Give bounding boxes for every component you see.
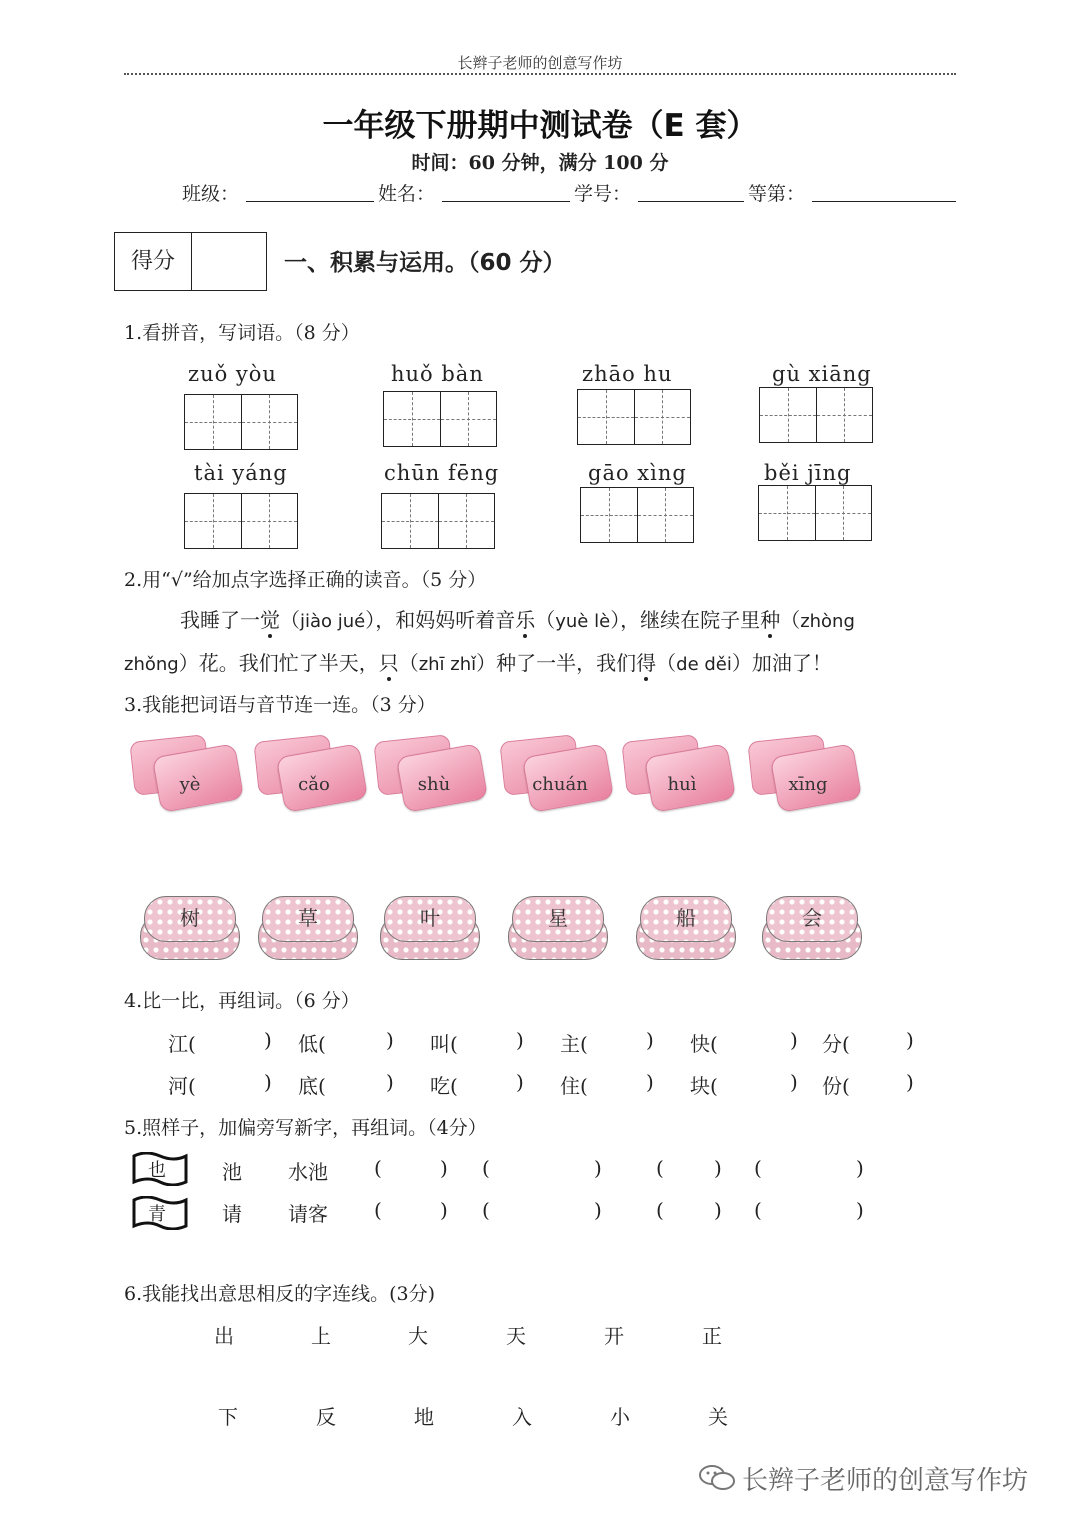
q2-line2: zhǒng）花。我们忙了半天，只（zhī zhǐ）种了一半，我们得（de děi）加油了！ xyxy=(124,651,832,675)
page-header: 长辫子老师的创意写作坊 xyxy=(457,54,623,72)
opposite-char[interactable]: 大 xyxy=(408,1324,428,1348)
q1-pinyin: zuǒ yòu xyxy=(188,362,277,386)
opposite-char[interactable]: 下 xyxy=(218,1405,238,1429)
q2-line1: 我睡了一觉（jiào jué），和妈妈听着音乐（yuè lè），继续在院子里种（zhòng xyxy=(180,608,855,632)
compare-close: ) xyxy=(386,1070,394,1094)
compare-item: 吃( xyxy=(430,1074,458,1098)
blank-close: ) xyxy=(594,1198,602,1222)
compare-close: ) xyxy=(646,1028,654,1052)
q1-pinyin: gāo xìng xyxy=(588,461,687,485)
class-label: 班级： xyxy=(182,183,240,205)
compare-close: ) xyxy=(906,1070,914,1094)
dotted-char: 觉 xyxy=(260,608,280,632)
character-cushion[interactable]: 草 xyxy=(258,896,358,960)
blank-close: ) xyxy=(856,1156,864,1180)
page-title: 一年级下册期中测试卷（E 套） xyxy=(322,108,758,144)
blank-open: ( xyxy=(482,1198,490,1222)
opposite-char[interactable]: 入 xyxy=(512,1405,532,1429)
dotted-char: 只 xyxy=(378,651,399,675)
compare-close: ) xyxy=(516,1070,524,1094)
opposite-char[interactable]: 地 xyxy=(414,1405,434,1429)
flag-icon: 也 xyxy=(132,1152,188,1186)
compare-item: 分( xyxy=(822,1032,850,1056)
section-title: 一、积累与运用。（60 分） xyxy=(284,250,566,276)
blank-open: ( xyxy=(656,1156,664,1180)
compare-close: ) xyxy=(516,1028,524,1052)
opposite-char[interactable]: 小 xyxy=(610,1405,630,1429)
reading-options[interactable]: yuè lè xyxy=(555,611,611,632)
flag-icon: 青 xyxy=(132,1196,188,1230)
name-label: 姓名： xyxy=(378,183,436,205)
q6-title: 6.我能找出意思相反的字连线。(3分) xyxy=(124,1283,436,1305)
opposite-char[interactable]: 正 xyxy=(702,1324,722,1348)
dotted-char: 得 xyxy=(636,651,657,675)
writing-grid[interactable] xyxy=(759,387,873,443)
new-char: 池 xyxy=(222,1160,242,1184)
q4-title: 4.比一比，再组词。（6 分） xyxy=(124,990,360,1012)
reading-options[interactable]: zhòng xyxy=(800,611,855,632)
q5-title: 5.照样子，加偏旁写新字，再组词。（4分） xyxy=(124,1117,487,1139)
compare-close: ) xyxy=(264,1028,272,1052)
blank-open: ( xyxy=(656,1198,664,1222)
syllable-pillow[interactable]: shù xyxy=(374,738,484,808)
writing-grid[interactable] xyxy=(381,493,495,549)
syllable-pillow[interactable]: chuán xyxy=(500,738,610,808)
q1-pinyin: zhāo hu xyxy=(582,362,673,386)
opposite-char[interactable]: 出 xyxy=(214,1324,234,1348)
blank-close: ) xyxy=(440,1156,448,1180)
q2-title: 2.用“√”给加点字选择正确的读音。（5 分） xyxy=(124,569,487,591)
header-divider xyxy=(124,73,956,75)
character-cushion[interactable]: 树 xyxy=(140,896,240,960)
writing-grid[interactable] xyxy=(184,493,298,549)
q3-title: 3.我能把词语与音节连一连。（3 分） xyxy=(124,694,436,716)
writing-grid[interactable] xyxy=(577,389,691,445)
blank-close: ) xyxy=(714,1156,722,1180)
blank-open: ( xyxy=(754,1156,762,1180)
page-subtitle: 时间：60 分钟，满分 100 分 xyxy=(411,152,669,174)
dotted-char: 种 xyxy=(760,608,781,632)
name-blank[interactable] xyxy=(442,200,570,202)
compare-close: ) xyxy=(790,1028,798,1052)
blank-open: ( xyxy=(374,1156,382,1180)
syllable-pillow[interactable]: huì xyxy=(622,738,732,808)
reading-options[interactable]: zhī zhǐ xyxy=(418,654,477,675)
wechat-icon xyxy=(698,1463,736,1500)
q1-pinyin: běi jīng xyxy=(764,461,852,485)
q1-pinyin: gù xiāng xyxy=(772,362,872,386)
writing-grid[interactable] xyxy=(383,391,497,447)
compare-close: ) xyxy=(906,1028,914,1052)
class-blank[interactable] xyxy=(246,200,374,202)
writing-grid[interactable] xyxy=(580,487,694,543)
score-box xyxy=(114,232,267,291)
compare-item: 快( xyxy=(690,1032,718,1056)
character-cushion[interactable]: 叶 xyxy=(380,896,480,960)
compare-item: 河( xyxy=(168,1074,196,1098)
q1-title: 1.看拼音，写词语。（8 分） xyxy=(124,322,360,344)
new-char: 请 xyxy=(222,1202,242,1226)
compare-item: 份( xyxy=(822,1074,850,1098)
opposite-char[interactable]: 开 xyxy=(604,1324,624,1348)
opposite-char[interactable]: 反 xyxy=(316,1405,336,1429)
number-blank[interactable] xyxy=(638,200,744,202)
blank-open: ( xyxy=(754,1198,762,1222)
watermark xyxy=(698,1460,1028,1500)
character-cushion[interactable]: 会 xyxy=(762,896,862,960)
reading-options[interactable]: zhǒng xyxy=(124,654,179,675)
compare-item: 底( xyxy=(298,1074,326,1098)
number-label: 学号： xyxy=(574,183,632,205)
score-label: 得分 xyxy=(115,233,192,290)
grade-blank[interactable] xyxy=(812,200,956,202)
blank-close: ) xyxy=(714,1198,722,1222)
compare-item: 住( xyxy=(560,1074,588,1098)
character-cushion[interactable]: 星 xyxy=(508,896,608,960)
example-word: 请客 xyxy=(288,1202,328,1226)
dotted-char: 乐 xyxy=(515,608,536,632)
writing-grid[interactable] xyxy=(184,394,298,450)
reading-options[interactable]: jiào jué xyxy=(300,611,366,632)
blank-close: ) xyxy=(856,1198,864,1222)
syllable-pillow[interactable]: yè xyxy=(130,738,240,808)
watermark-text: 长辫子老师的创意写作坊 xyxy=(742,1466,1029,1496)
syllable-pillow[interactable]: xīng xyxy=(748,738,858,808)
blank-close: ) xyxy=(440,1198,448,1222)
opposite-char[interactable]: 天 xyxy=(506,1324,526,1348)
syllable-pillow[interactable]: cǎo xyxy=(254,738,364,808)
compare-item: 主( xyxy=(560,1032,588,1056)
character-cushion[interactable]: 船 xyxy=(636,896,736,960)
compare-item: 江( xyxy=(168,1032,196,1056)
blank-open: ( xyxy=(482,1156,490,1180)
blank-close: ) xyxy=(594,1156,602,1180)
compare-item: 低( xyxy=(298,1032,326,1056)
compare-item: 叫( xyxy=(430,1032,458,1056)
example-word: 水池 xyxy=(288,1160,328,1184)
reading-options[interactable]: de děi xyxy=(676,654,732,675)
compare-close: ) xyxy=(646,1070,654,1094)
compare-close: ) xyxy=(386,1028,394,1052)
grade-label: 等第： xyxy=(748,183,806,205)
opposite-char[interactable]: 关 xyxy=(708,1405,728,1429)
q1-pinyin: chūn fēng xyxy=(384,461,500,485)
blank-open: ( xyxy=(374,1198,382,1222)
compare-item: 块( xyxy=(690,1074,718,1098)
opposite-char[interactable]: 上 xyxy=(311,1324,331,1348)
compare-close: ) xyxy=(790,1070,798,1094)
q1-pinyin: tài yáng xyxy=(194,461,288,485)
compare-close: ) xyxy=(264,1070,272,1094)
q1-pinyin: huǒ bàn xyxy=(391,362,484,386)
writing-grid[interactable] xyxy=(758,485,872,541)
